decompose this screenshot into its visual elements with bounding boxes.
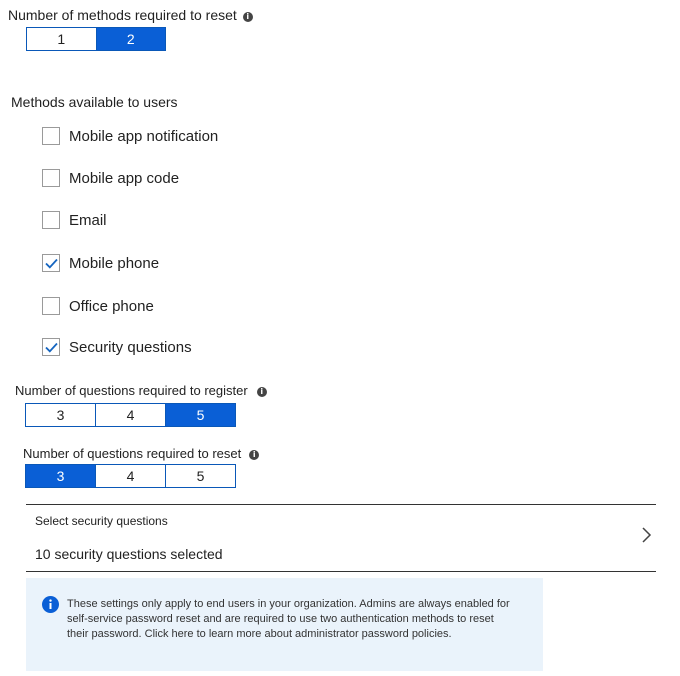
info-icon[interactable]: i — [249, 450, 259, 460]
checkmark-icon — [45, 342, 58, 353]
checkbox-label: Mobile phone — [69, 254, 160, 272]
method-mobile-app-notification[interactable] — [42, 127, 218, 145]
method-mobile-phone[interactable] — [42, 254, 159, 272]
methods-available-label: Methods available to users — [11, 94, 178, 110]
chevron-right-icon[interactable] — [641, 526, 653, 544]
method-mobile-app-code[interactable] — [42, 169, 179, 187]
checkbox[interactable] — [42, 211, 60, 229]
info-icon — [42, 596, 59, 613]
checkbox-label: Office phone — [69, 297, 154, 315]
security-questions-row[interactable] — [26, 505, 656, 571]
checkbox[interactable] — [42, 169, 60, 187]
checkbox-label: Security questions — [69, 338, 192, 356]
methods-required-label — [8, 7, 253, 23]
method-email[interactable] — [42, 211, 107, 229]
methods-required-option-2[interactable]: 2 — [97, 28, 166, 50]
checkbox-label: Mobile app code — [69, 169, 180, 187]
security-questions-summary: 10 security questions selected — [35, 546, 223, 562]
questions-register-option-3[interactable]: 3 — [26, 404, 96, 426]
checkbox-label: Email — [69, 211, 107, 229]
questions-register-option-5[interactable]: 5 — [166, 404, 235, 426]
security-questions-title: Select security questions — [35, 514, 168, 528]
method-office-phone[interactable] — [42, 297, 154, 315]
checkbox-label: Mobile app notification — [69, 127, 219, 145]
checkbox[interactable] — [42, 297, 60, 315]
info-icon[interactable]: i — [243, 12, 253, 22]
questions-reset-option-3[interactable]: 3 — [26, 465, 96, 487]
divider-bottom — [26, 571, 656, 572]
questions-register-selector — [25, 403, 236, 427]
info-box — [26, 578, 543, 671]
method-security-questions[interactable] — [42, 338, 192, 356]
questions-register-option-4[interactable]: 4 — [96, 404, 166, 426]
checkbox[interactable] — [42, 127, 60, 145]
questions-register-label — [15, 383, 267, 398]
info-icon[interactable]: i — [257, 387, 267, 397]
methods-required-text: Number of methods required to reset — [8, 7, 237, 23]
checkmark-icon — [45, 258, 58, 269]
methods-required-selector — [26, 27, 166, 51]
checkbox[interactable] — [42, 338, 60, 356]
questions-reset-label — [23, 446, 259, 461]
info-text[interactable]: These settings only apply to end users in your organization. Admins are always enabled for self-service password reset and are required to use two authentication methods to reset their password. Click here to learn more about administrator password policies. — [67, 598, 510, 640]
questions-reset-selector — [25, 464, 236, 488]
checkbox[interactable] — [42, 254, 60, 272]
questions-register-text: Number of questions required to register — [15, 383, 248, 398]
questions-reset-text: Number of questions required to reset — [23, 446, 242, 461]
questions-reset-option-4[interactable]: 4 — [96, 465, 166, 487]
methods-required-option-1[interactable]: 1 — [27, 28, 97, 50]
questions-reset-option-5[interactable]: 5 — [166, 465, 235, 487]
